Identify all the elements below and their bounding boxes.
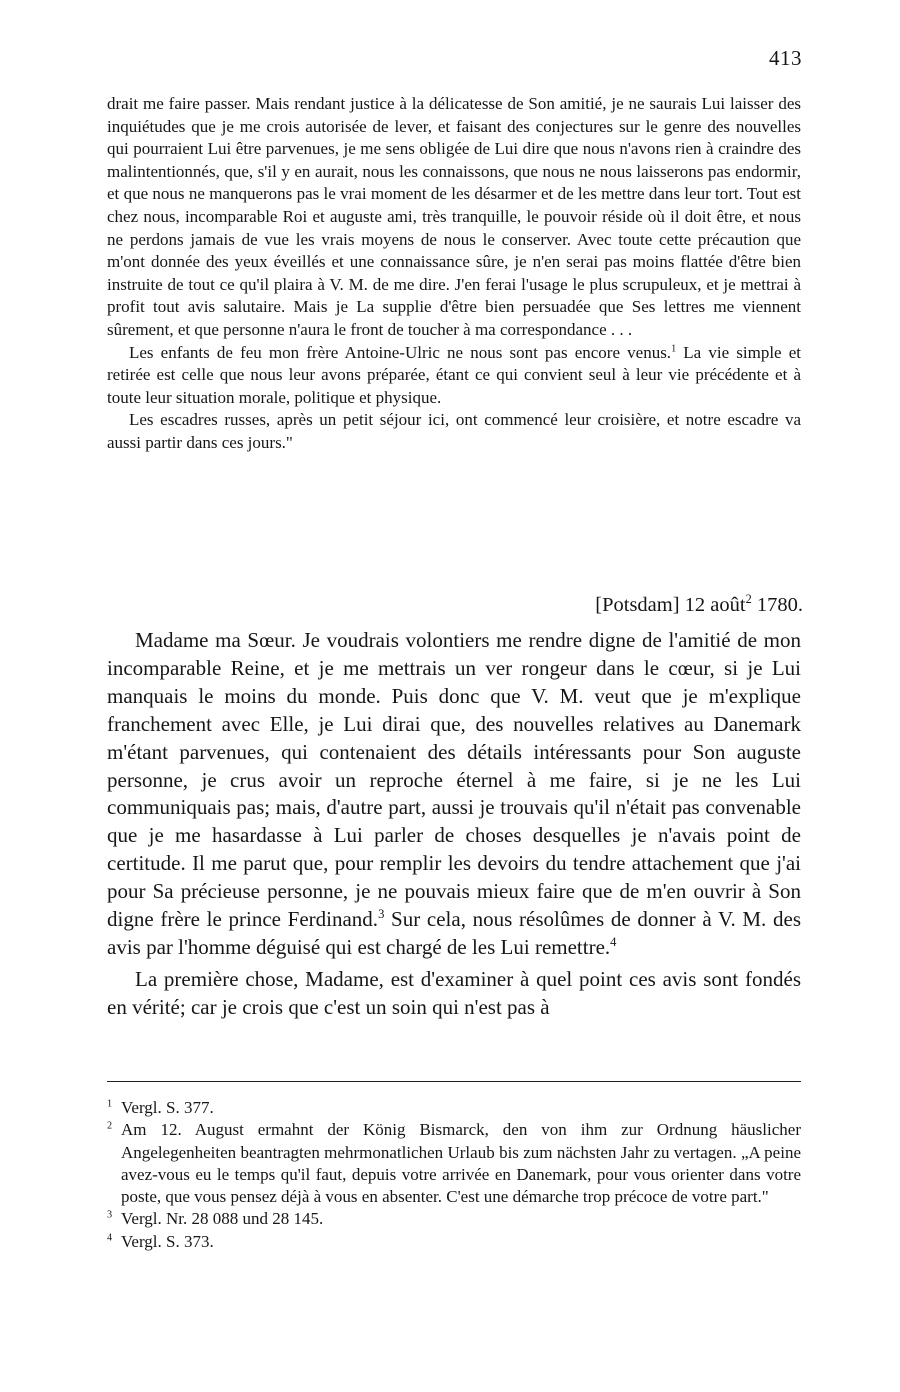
footnote-reference: 2 [745, 592, 752, 607]
letter-place: [Potsdam] [595, 594, 680, 616]
previous-letter-paragraph [107, 342, 801, 410]
footnote-text: Am 12. August ermahnt der König Bismarck, den von ihm zur Ordnung häuslicher Angelegenheiten beantragten mehrmonatlichen Urlaub bis zum nächsten Jahr zu vertagen. „A peine avez-vous eu le temps qu'il faut, depuis votre arrivée en Danemark, pour vous orienter dans votre poste, que vous pensez déjà à vous en absenter. C'est une démarche trop précoce de votre part." [121, 1120, 801, 1207]
letter-year: 1780. [756, 594, 803, 616]
previous-letter-sentence: Les enfants de feu mon frère Antoine-Ulric ne nous sont pas encore venus. [129, 342, 672, 362]
footnote [107, 1097, 801, 1119]
footnote-reference: 4 [610, 934, 617, 949]
footnote-text: Vergl. Nr. 28 088 und 28 145. [121, 1209, 324, 1229]
footnote [107, 1119, 801, 1208]
footnote [107, 1208, 801, 1230]
letter-text: Sur cela, nous résolûmes de donner à V. M. des avis par l'homme déguisé qui est chargé de les Lui remettre. [107, 907, 801, 959]
footnotes [107, 1097, 801, 1253]
letter-day: 12 [684, 594, 706, 616]
page-number: 413 [769, 46, 802, 70]
letter-paragraph [107, 627, 801, 962]
footnote-divider [107, 1081, 801, 1082]
footnote-reference: 3 [378, 907, 385, 922]
previous-letter-sentence: La vie simple et retirée est celle que nous leur avons préparée, étant ce qui convient seul à leur vie précédente et à toute leur situation morale, politique et physique. [107, 342, 801, 407]
footnote [107, 1231, 801, 1253]
previous-letter-paragraph: drait me faire passer. Mais rendant justice à la délicatesse de Son amitié, je ne saurais Lui laisser des inquiétudes que je me crois autorisée de lever, et faisant des conjectures sur le genre des nouvelles qui pourraient Lui être parvenues, je me sens obligée de Lui dire que nous n'avons rien à craindre des malintentionnés, que, s'il y en aurait, nous les connaissons, que nous ne nous laisserons pas endormir, et que nous ne manquerons pas le vrai moment de les désarmer et de les mettre dans leur tort. Tout est chez nous, incomparable Roi et auguste ami, très tranquille, le pouvoir réside où il doit être, et nous ne perdons jamais de vue les vrais moyens de nous le conserver. Avec toute cette précaution que m'ont donnée des yeux éveillés et une connaissance sûre, je n'en serai pas moins flattée d'être bien instruite de tout ce qu'il plaira à V. M. de me dire. J'en ferai l'usage le plus scrupuleux, et je mettrai à profit tout avis salutaire. Mais je La supplie d'être bien persuadée que Ses lettres me viennent sûrement, et que personne n'aura le front de toucher à ma correspondance . . . [107, 94, 801, 339]
letter-text: Madame ma Sœur. Je voudrais volontiers me rendre digne de l'amitié de mon incomparable Reine, et je me mettrais un ver rongeur dans le cœur, si je Lui manquais le moins du monde. Puis donc que V. M. veut que je m'explique franchement avec Elle, je Lui dirai que, des nouvelles relatives au Danemark m'étant parvenues, qui contenaient des détails intéressants pour Son auguste personne, je crus avoir un reproche éternel à me faire, si je ne les Lui communiquais pas; mais, d'autre part, aussi je trouvais qu'il n'était pas convenable que je me hasardasse à Lui parler de choses desquelles je n'avais point de certitude. Il me parut que, pour remplir les devoirs du tendre attachement que j'ai pour Sa précieuse personne, je ne pouvais mieux faire que de m'en ouvrir à Son digne frère le prince Ferdinand. [107, 628, 801, 932]
footnote-mark: 1 [107, 1098, 113, 1110]
footnote-reference: 1 [671, 342, 677, 354]
letter-body [107, 627, 801, 1022]
footnote-mark: 3 [107, 1209, 113, 1221]
previous-letter-paragraph: Les escadres russes, après un petit séjour ici, ont commencé leur croisière, et notre escadre va aussi partir dans ces jours." [107, 410, 801, 452]
footnote-text: Vergl. S. 377. [121, 1098, 214, 1117]
footnote-mark: 2 [107, 1120, 113, 1132]
footnote-text: Vergl. S. 373. [121, 1231, 214, 1251]
footnote-mark: 4 [107, 1232, 113, 1244]
letter-date [595, 594, 803, 617]
previous-letter-text [107, 93, 801, 455]
letter-month: août [710, 594, 746, 616]
letter-paragraph: La première chose, Madame, est d'examiner à quel point ces avis sont fondés en vérité; car je crois que c'est un soin qui n'est pas à [107, 966, 801, 1019]
